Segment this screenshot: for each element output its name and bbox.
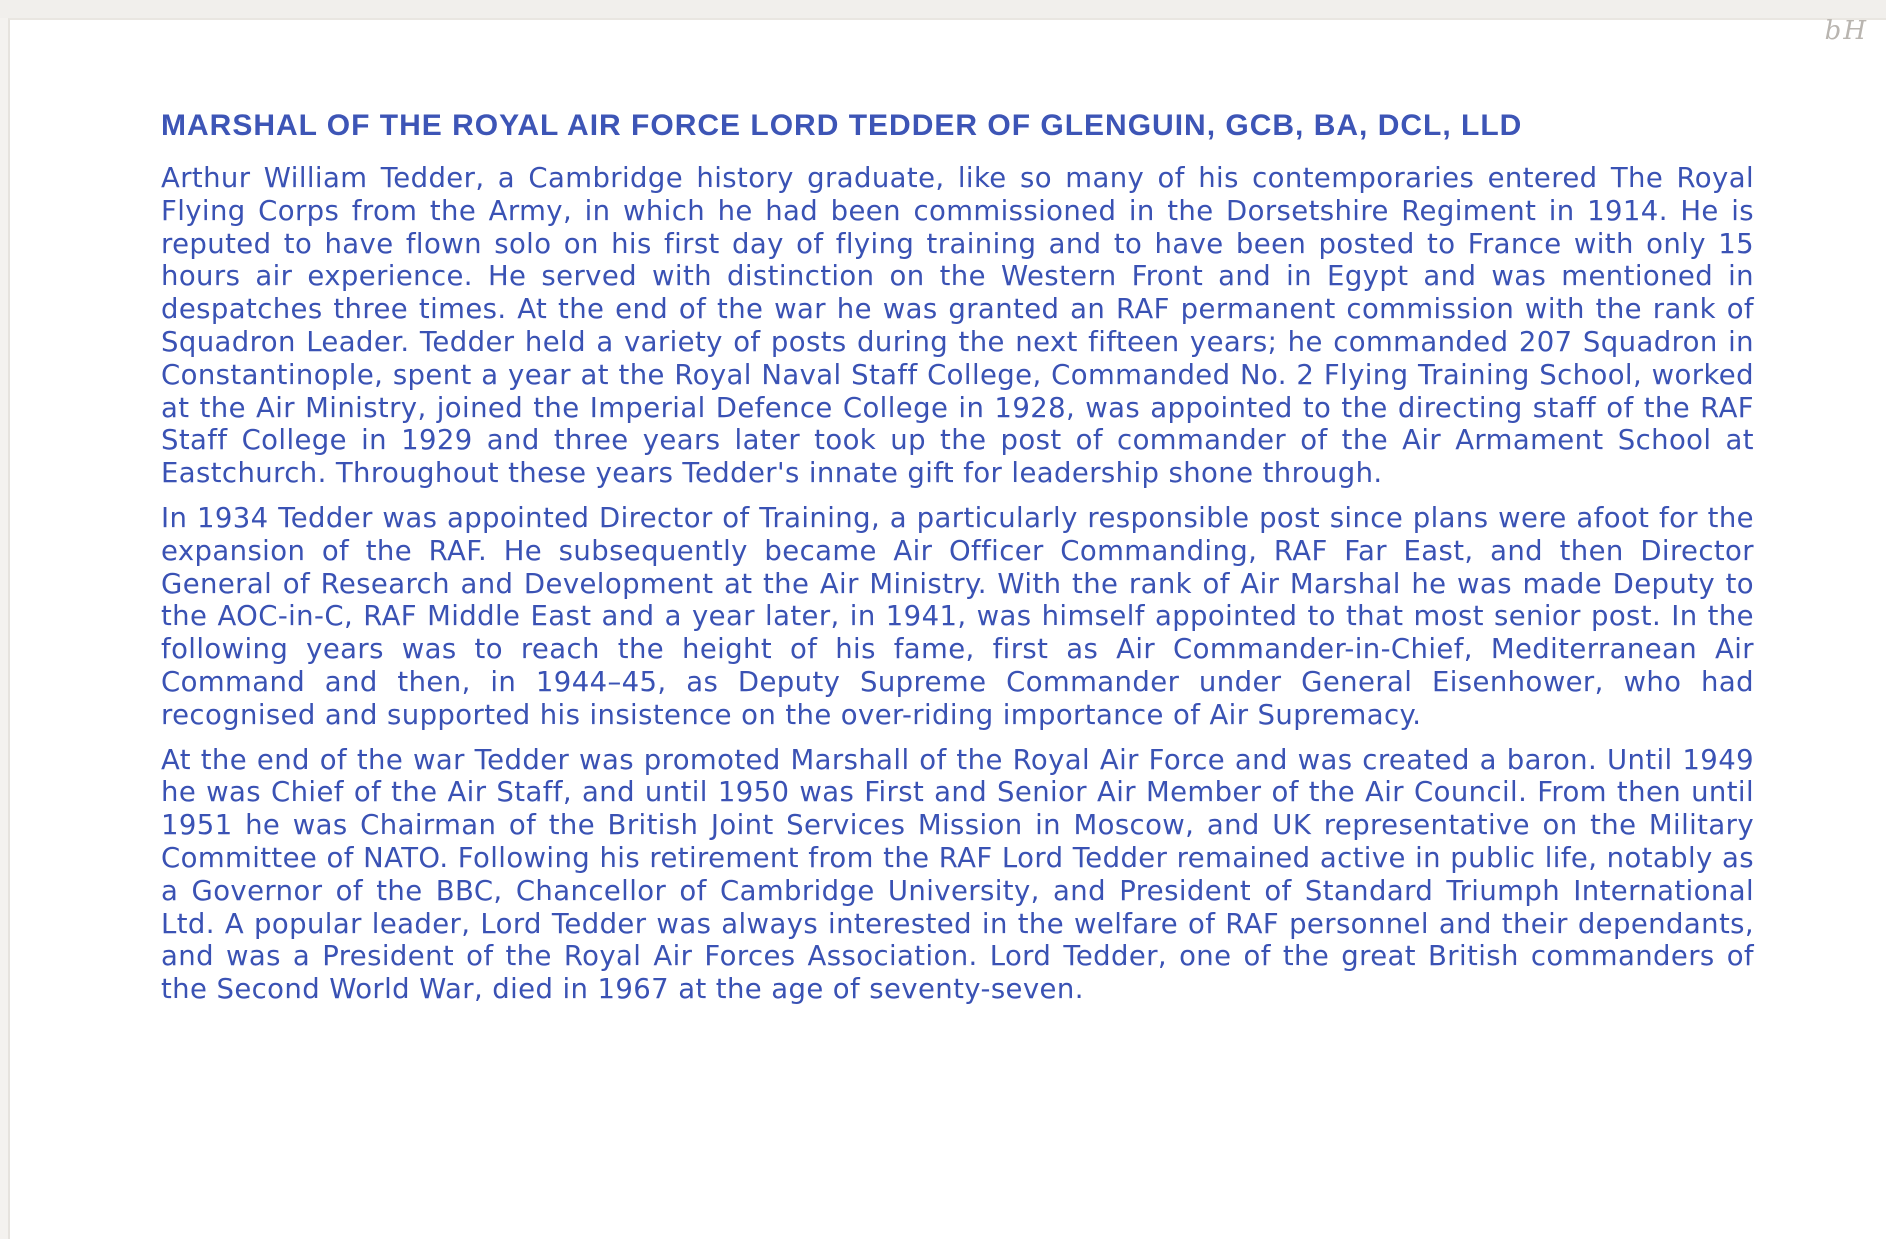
paragraph-war-years: In 1934 Tedder was appointed Director of Training, a particularly responsible post since plans were afoot for the expansion of the RAF. He subsequently became Air Officer Commanding, RAF Far East, and then Director General of Research and Development at the Air Ministry. With the rank of Air Marshal he was made Deputy to the AOC-in-C, RAF Middle East and a year later, in 1941, was himself appointed to that most senior post. In the following years was to reach the height of his fame, first as Air Commander-in-Chief, Mediterranean Air Command and then, in 1944–45, as Deputy Supreme Commander under General Eisenhower, who had recognised and supported his insistence on the over-riding importance of Air Supremacy. <box>161 501 1754 731</box>
card-text-block <box>161 108 1754 1018</box>
corner-pencil-mark: bH <box>1824 16 1868 46</box>
document-title: MARSHAL OF THE ROYAL AIR FORCE LORD TEDDER OF GLENGUIN, GCB, BA, DCL, LLD <box>161 109 1523 142</box>
card-top-edge <box>0 0 1886 18</box>
paragraph-post-war: At the end of the war Tedder was promoted Marshall of the Royal Air Force and was created a baron. Until 1949 he was Chief of the Air Staff, and until 1950 was First and Senior Air Member of the Air Council. From then until 1951 he was Chairman of the British Joint Services Mission in Moscow, and UK representative on the Military Committee of NATO. Following his retirement from the RAF Lord Tedder remained active in public life, notably as a Governor of the BBC, Chancellor of Cambridge University, and President of Standard Triumph International Ltd. A popular leader, Lord Tedder was always interested in the welfare of RAF personnel and their dependants, and was a President of the Royal Air Forces Association. Lord Tedder, one of the great British commanders of the Second World War, died in 1967 at the age of seventy-seven. <box>161 743 1754 1006</box>
paragraph-early-career: Arthur William Tedder, a Cambridge history graduate, like so many of his contemporaries entered The Royal Flying Corps from the Army, in which he had been commissioned in the Dorsetshire Regiment in 1914. He is reputed to have flown solo on his first day of flying training and to have been posted to France with only 15 hours air experience. He served with distinction on the Western Front and in Egypt and was mentioned in despatches three times. At the end of the war he was granted an RAF permanent commission with the rank of Squadron Leader. Tedder held a variety of posts during the next fifteen years; he commanded 207 Squadron in Constantinople, spent a year at the Royal Naval Staff College, Commanded No. 2 Flying Training School, worked at the Air Ministry, joined the Imperial Defence College in 1928, was appointed to the directing staff of the RAF Staff College in 1929 and three years later took up the post of commander of the Air Armament School at Eastchurch. Throughout these years Tedder's innate gift for leadership shone through. <box>161 162 1754 490</box>
